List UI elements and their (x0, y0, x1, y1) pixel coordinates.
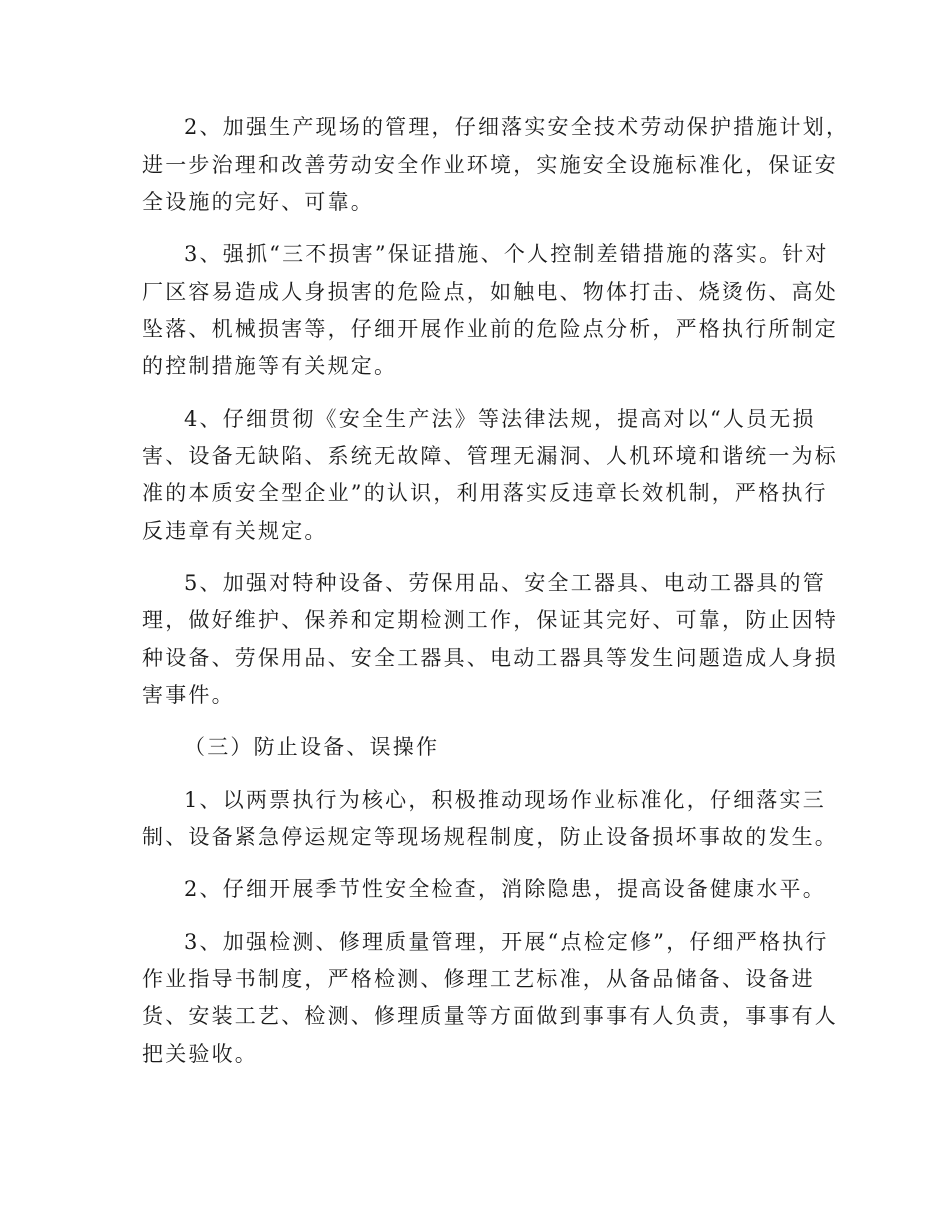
text-line: 害、设备无缺陷、系统无故障、管理无漏洞、人机环境和谐统一为标 (142, 444, 838, 468)
text-line: 害事件。 (142, 683, 235, 707)
text-line: 全设施的完好、可靠。 (142, 190, 374, 214)
text-line: 厂区容易造成人身损害的危险点，如触电、物体打击、烧烫伤、高处 (142, 280, 838, 304)
text-line: 制、设备紧急停运规定等现场规程制度，防止设备损坏事故的发生。 (142, 825, 838, 849)
text-line: 5、加强对特种设备、劳保用品、安全工器具、电动工器具的管 (184, 571, 826, 595)
text-line: 准的本质安全型企业”的认识，利用落实反违章长效机制，严格执行 (142, 481, 828, 505)
text-line: 反违章有关规定。 (142, 519, 328, 543)
text-line: 的控制措施等有关规定。 (142, 354, 398, 378)
text-line: 3、强抓“三不损害”保证措施、个人控制差错措施的落实。针对 (184, 242, 829, 266)
text-line: 作业指导书制度，严格检测、修理工艺标准，从备品储备、设备进 (142, 967, 815, 991)
text-line: 4、仔细贯彻《安全生产法》等法律法规，提高对以“人员无损 (184, 407, 816, 431)
text-line: 理，做好维护、保养和定期检测工作，保证其完好、可靠，防止因特 (142, 608, 838, 632)
text-line: 2、仔细开展季节性安全检查，消除隐患，提高设备健康水平。 (184, 877, 826, 901)
section-heading: （三）防止设备、误操作 (184, 735, 440, 759)
text-line: 3、加强检测、修理质量管理，开展“点检定修”，仔细严格执行 (184, 930, 829, 954)
text-line: 进一步治理和改善劳动安全作业环境，实施安全设施标准化，保证安 (142, 153, 838, 177)
text-line: 坠落、机械损害等，仔细开展作业前的危险点分析，严格执行所制定 (142, 317, 838, 341)
text-line: 种设备、劳保用品、安全工器具、电动工器具等发生问题造成人身损 (142, 646, 838, 670)
text-line: 把关验收。 (142, 1042, 258, 1066)
text-line: 货、安装工艺、检测、修理质量等方面做到事事有人负责，事事有人 (142, 1004, 838, 1028)
text-line: 2、加强生产现场的管理，仔细落实安全技术劳动保护措施计划， (184, 115, 850, 139)
text-line: 1、以两票执行为核心，积极推动现场作业标准化，仔细落实三 (184, 788, 826, 812)
